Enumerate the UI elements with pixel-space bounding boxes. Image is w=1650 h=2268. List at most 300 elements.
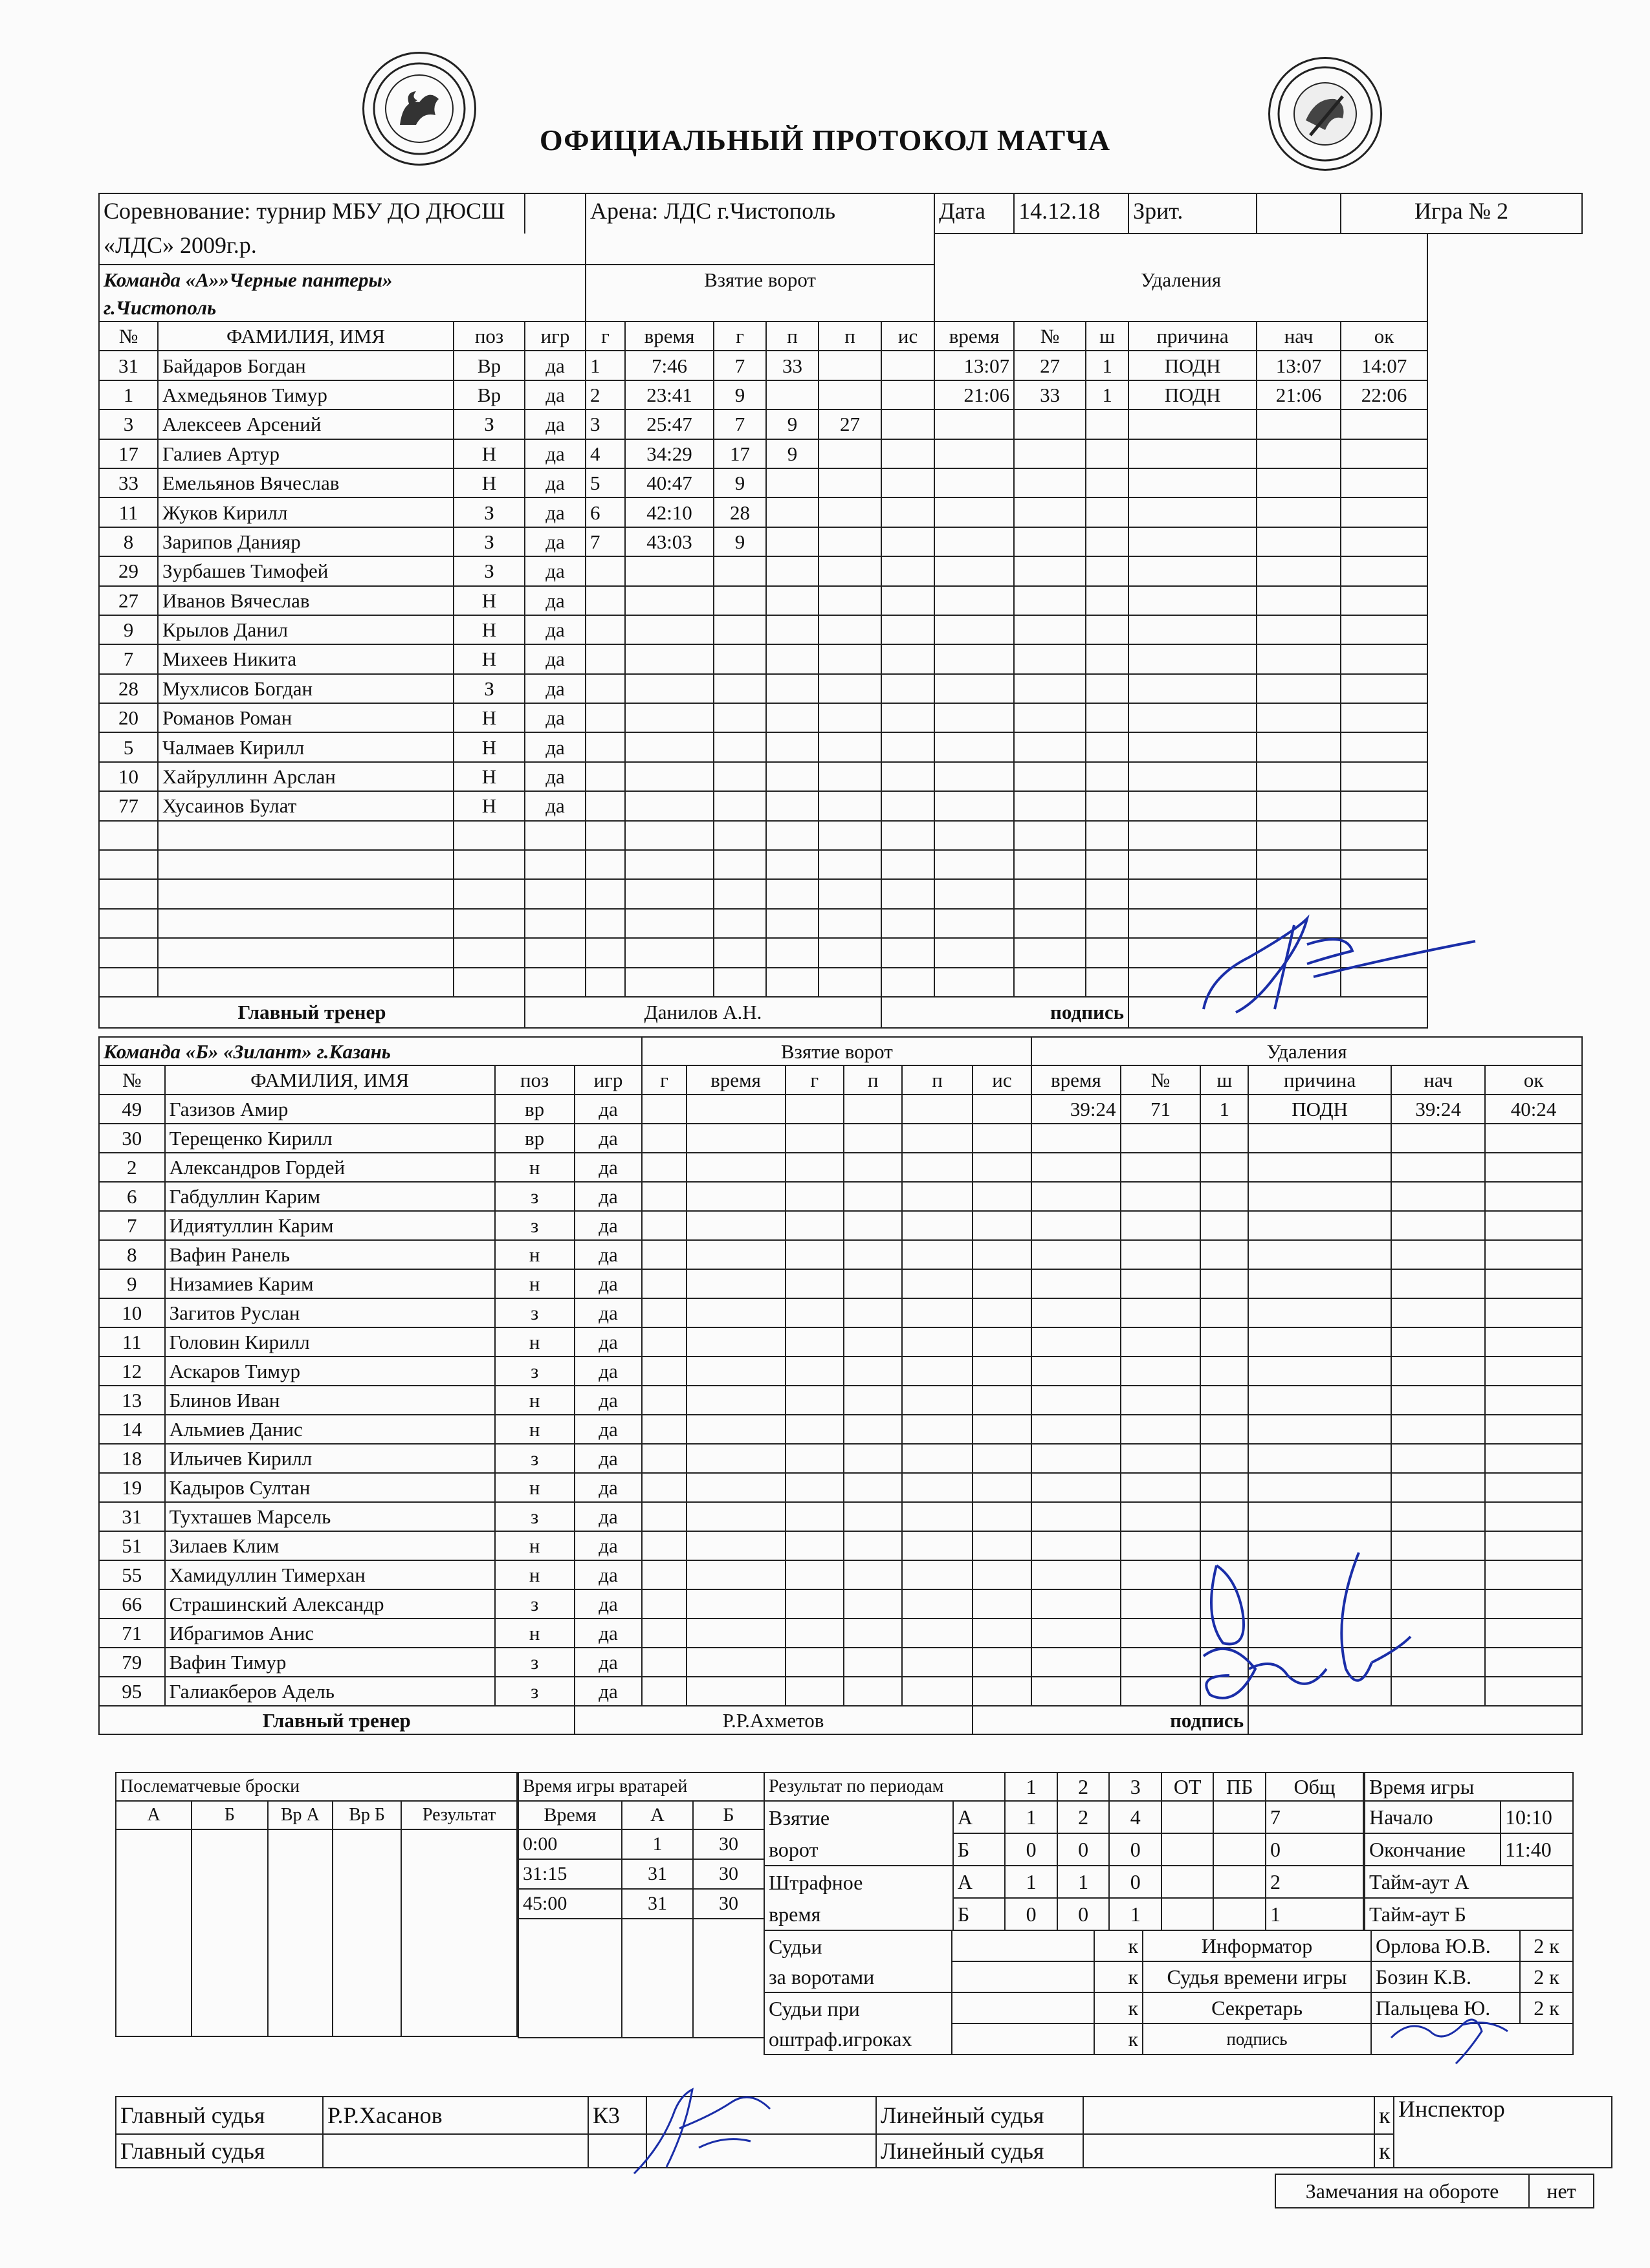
player-position: З bbox=[454, 674, 525, 703]
team-a-title: Команда «А»»Черные пантеры» bbox=[99, 265, 586, 294]
player-played: да bbox=[525, 762, 586, 791]
goal-cell bbox=[586, 850, 625, 879]
player-number: 17 bbox=[99, 439, 158, 468]
player-name: Ахмедьянов Тимур bbox=[158, 380, 454, 409]
penalty-cell bbox=[1248, 1269, 1391, 1298]
penalty-cell bbox=[1128, 674, 1257, 703]
goal-cell bbox=[687, 1473, 786, 1502]
penalty-cell bbox=[1031, 1648, 1120, 1677]
end-value: 11:40 bbox=[1501, 1833, 1573, 1866]
goal-cell bbox=[586, 556, 625, 585]
penalty-cell bbox=[1485, 1473, 1582, 1502]
period-row-label: Взятие bbox=[764, 1801, 953, 1833]
col-penalty-4: нач bbox=[1257, 322, 1341, 351]
player-name: Ибрагимов Анис bbox=[165, 1619, 495, 1648]
penalty-cell: 22:06 bbox=[1341, 380, 1427, 409]
penalty-cell bbox=[1086, 968, 1128, 997]
goal-judges-2: за воротами bbox=[764, 1961, 952, 1992]
goal-cell bbox=[786, 1473, 844, 1502]
player-position: вр bbox=[495, 1095, 575, 1124]
goal-cell: 1 bbox=[586, 351, 625, 380]
goal-cell bbox=[766, 468, 819, 497]
player-played: да bbox=[525, 556, 586, 585]
penalty-cell bbox=[1257, 674, 1341, 703]
player-position: Н bbox=[454, 644, 525, 673]
timekeeper-cat: 2 к bbox=[1520, 1961, 1573, 1992]
team-a-coach-label: Главный тренер bbox=[99, 997, 525, 1028]
goal-cell bbox=[714, 879, 766, 908]
player-position: Н bbox=[454, 586, 525, 615]
player-name: Ильичев Кирилл bbox=[165, 1444, 495, 1473]
penalty-cell bbox=[1257, 732, 1341, 761]
col-penalty-2: ш bbox=[1200, 1065, 1248, 1095]
player-number: 20 bbox=[99, 703, 158, 732]
penalty-cell bbox=[1391, 1502, 1485, 1531]
goal-cell: 7 bbox=[714, 351, 766, 380]
penalty-cell: 40:24 bbox=[1485, 1095, 1582, 1124]
penalty-cell bbox=[1248, 1357, 1391, 1386]
penalty-cell bbox=[1086, 556, 1128, 585]
goal-cell bbox=[586, 644, 625, 673]
player-played: да bbox=[575, 1386, 643, 1415]
player-played: да bbox=[575, 1124, 643, 1153]
goal-cell bbox=[714, 968, 766, 997]
penalty-cell bbox=[1248, 1182, 1391, 1211]
penalty-cell bbox=[1014, 439, 1086, 468]
goal-cell bbox=[881, 586, 934, 615]
goal-cell bbox=[844, 1502, 902, 1531]
penalty-cell bbox=[1485, 1444, 1582, 1473]
player-position: н bbox=[495, 1560, 575, 1589]
goal-cell bbox=[786, 1095, 844, 1124]
penalty-cell bbox=[1485, 1124, 1582, 1153]
goal-cell bbox=[687, 1648, 786, 1677]
player-played: да bbox=[525, 380, 586, 409]
player-number: 2 bbox=[99, 1153, 165, 1182]
goal-cell: 5 bbox=[586, 468, 625, 497]
period-value: 1 bbox=[1109, 1898, 1161, 1930]
goal-cell: 34:29 bbox=[625, 439, 714, 468]
player-number: 8 bbox=[99, 1240, 165, 1269]
penalty-cell bbox=[1121, 1182, 1201, 1211]
player-position: н bbox=[495, 1386, 575, 1415]
goal-cell bbox=[902, 1153, 972, 1182]
period-value: 7 bbox=[1266, 1801, 1363, 1833]
goal-cell bbox=[586, 909, 625, 938]
penalty-cell bbox=[1121, 1269, 1201, 1298]
player-played: да bbox=[525, 586, 586, 615]
player-name: Зурбашев Тимофей bbox=[158, 556, 454, 585]
goal-cell bbox=[714, 644, 766, 673]
goal-cell bbox=[642, 1473, 686, 1502]
goal-cell bbox=[881, 380, 934, 409]
penalty-cell bbox=[1128, 850, 1257, 879]
goal-cell bbox=[786, 1415, 844, 1444]
goal-cell bbox=[687, 1560, 786, 1589]
col-name: ФАМИЛИЯ, ИМЯ bbox=[158, 322, 454, 351]
penalty-cell bbox=[1014, 703, 1086, 732]
goal-cell bbox=[625, 791, 714, 820]
goal-cell bbox=[786, 1327, 844, 1357]
table-row bbox=[99, 879, 1582, 908]
penalty-cell bbox=[1014, 674, 1086, 703]
goal-cell bbox=[819, 703, 881, 732]
goal-cell bbox=[766, 703, 819, 732]
penalty-cell bbox=[1485, 1619, 1582, 1648]
penalty-cell bbox=[1031, 1240, 1120, 1269]
penalty-cell bbox=[1248, 1444, 1391, 1473]
sign-label-officials: подпись bbox=[1143, 2023, 1371, 2055]
penalty-cell bbox=[1391, 1298, 1485, 1327]
goal-cell bbox=[881, 644, 934, 673]
goal-cell bbox=[881, 497, 934, 527]
player-name: Вафин Тимур bbox=[165, 1648, 495, 1677]
secretary-name: Пальцева Ю. bbox=[1371, 1992, 1520, 2023]
penalty-cell: 39:24 bbox=[1391, 1095, 1485, 1124]
penalty-cell bbox=[1014, 762, 1086, 791]
goal-cell bbox=[642, 1531, 686, 1560]
table-row bbox=[99, 1386, 1582, 1415]
goal-cell bbox=[902, 1269, 972, 1298]
goal-cell bbox=[687, 1095, 786, 1124]
penalty-cell bbox=[1031, 1444, 1120, 1473]
goal-cell bbox=[766, 909, 819, 938]
column-header-row bbox=[99, 1065, 1582, 1095]
penalty-cell: 14:07 bbox=[1341, 351, 1427, 380]
table-row bbox=[99, 644, 1582, 673]
goal-cell bbox=[902, 1240, 972, 1269]
penalty-cell bbox=[1086, 821, 1128, 850]
penalty-cell bbox=[1341, 850, 1427, 879]
goal-cell bbox=[881, 468, 934, 497]
goal-cell: 7 bbox=[714, 409, 766, 439]
penalty-cell bbox=[1391, 1357, 1485, 1386]
penalty-cell bbox=[1257, 586, 1341, 615]
player-number: 77 bbox=[99, 791, 158, 820]
goalie-time: 45:00 bbox=[518, 1889, 622, 1919]
penalty-cell bbox=[1086, 409, 1128, 439]
goal-cell bbox=[714, 556, 766, 585]
period-value: 1 bbox=[1005, 1866, 1057, 1898]
team-b-penalties-title: Удаления bbox=[1031, 1037, 1582, 1065]
penalty-cell bbox=[1200, 1415, 1248, 1444]
penalty-cell bbox=[1248, 1473, 1391, 1502]
goal-cell bbox=[902, 1124, 972, 1153]
penalty-cell bbox=[1485, 1182, 1582, 1211]
goal-cell bbox=[687, 1502, 786, 1531]
goal-cell bbox=[642, 1560, 686, 1589]
goal-cell: 2 bbox=[586, 380, 625, 409]
player-name: Головин Кирилл bbox=[165, 1327, 495, 1357]
player-played: да bbox=[525, 409, 586, 439]
goal-cell bbox=[786, 1211, 844, 1240]
penalty-cell bbox=[1257, 879, 1341, 908]
player-number bbox=[99, 938, 158, 967]
player-played: да bbox=[575, 1677, 643, 1706]
penalty-cell bbox=[1257, 762, 1341, 791]
goal-cell bbox=[881, 439, 934, 468]
goal-cell bbox=[844, 1473, 902, 1502]
col-goal-3: п bbox=[766, 322, 819, 351]
goal-cell bbox=[786, 1153, 844, 1182]
penalty-cell bbox=[1257, 791, 1341, 820]
penalty-cell bbox=[1485, 1648, 1582, 1677]
period-col-so: ПБ bbox=[1213, 1772, 1266, 1801]
table-row bbox=[99, 497, 1582, 527]
penalty-cell bbox=[1248, 1502, 1391, 1531]
penalty-cell bbox=[1086, 850, 1128, 879]
penalty-cell bbox=[1485, 1327, 1582, 1357]
player-played: да bbox=[525, 527, 586, 556]
player-name: Габдуллин Карим bbox=[165, 1182, 495, 1211]
goal-cell bbox=[819, 762, 881, 791]
table-row bbox=[99, 674, 1582, 703]
col-goal-0: г bbox=[586, 322, 625, 351]
date-value: 14.12.18 bbox=[1014, 193, 1128, 234]
signature-referee bbox=[621, 2070, 802, 2186]
period-value bbox=[1213, 1801, 1266, 1833]
period-row-label: время bbox=[764, 1898, 953, 1930]
col-penalty-2: ш bbox=[1086, 322, 1128, 351]
penalty-cell bbox=[1391, 1153, 1485, 1182]
col-position: поз bbox=[495, 1065, 575, 1095]
penalty-cell bbox=[1014, 497, 1086, 527]
start-label: Начало bbox=[1365, 1801, 1501, 1833]
goal-cell bbox=[687, 1269, 786, 1298]
penalty-cell bbox=[1014, 556, 1086, 585]
period-value: 4 bbox=[1109, 1801, 1161, 1833]
col-number: № bbox=[99, 322, 158, 351]
goal-cell bbox=[973, 1502, 1032, 1531]
goal-cell bbox=[881, 703, 934, 732]
goalie-row bbox=[518, 1859, 764, 1889]
penalty-cell bbox=[1014, 909, 1086, 938]
goal-cell bbox=[687, 1589, 786, 1619]
goal-cell bbox=[687, 1444, 786, 1473]
player-played bbox=[525, 821, 586, 850]
penalty-cell bbox=[1341, 762, 1427, 791]
penalty-cell bbox=[1248, 1386, 1391, 1415]
goal-cell bbox=[766, 938, 819, 967]
player-position: Н bbox=[454, 703, 525, 732]
period-value: 1 bbox=[1005, 1801, 1057, 1833]
team-b-title: Команда «Б» «Зилант» г.Казань bbox=[99, 1037, 642, 1065]
penalty-cell bbox=[1128, 821, 1257, 850]
penalty-cell bbox=[1128, 556, 1257, 585]
col-penalty-3: причина bbox=[1248, 1065, 1391, 1095]
penalty-cell bbox=[1485, 1531, 1582, 1560]
goal-cell bbox=[881, 556, 934, 585]
goal-cell bbox=[786, 1269, 844, 1298]
goal-cell bbox=[766, 615, 819, 644]
goal-cell bbox=[973, 1560, 1032, 1589]
penalty-cell bbox=[934, 468, 1014, 497]
goal-cell: 4 bbox=[586, 439, 625, 468]
goal-cell bbox=[819, 909, 881, 938]
player-number: 10 bbox=[99, 762, 158, 791]
penalty-cell bbox=[1391, 1182, 1485, 1211]
col-goal-0: г bbox=[642, 1065, 686, 1095]
col-goal-5: ис bbox=[973, 1065, 1032, 1095]
shootout-title: Послематчевые броски bbox=[116, 1772, 517, 1801]
goal-cell bbox=[844, 1386, 902, 1415]
period-value: 0 bbox=[1109, 1833, 1161, 1866]
player-position: н bbox=[495, 1415, 575, 1444]
goal-cell bbox=[642, 1589, 686, 1619]
goal-cell bbox=[766, 380, 819, 409]
penalty-cell bbox=[1485, 1560, 1582, 1589]
player-played: да bbox=[575, 1153, 643, 1182]
goal-cell bbox=[973, 1327, 1032, 1357]
table-row bbox=[99, 351, 1582, 380]
penalty-cell bbox=[1086, 879, 1128, 908]
col-penalty-0: время bbox=[1031, 1065, 1120, 1095]
penalty-cell bbox=[1014, 468, 1086, 497]
player-name: Кадыров Султан bbox=[165, 1473, 495, 1502]
penalty-cell bbox=[1031, 1269, 1120, 1298]
goal-cell bbox=[902, 1648, 972, 1677]
timeout-b: Тайм-аут Б bbox=[1365, 1898, 1573, 1930]
goal-cell bbox=[586, 586, 625, 615]
penalty-cell bbox=[1014, 938, 1086, 967]
goal-cell bbox=[625, 909, 714, 938]
goal-cell bbox=[819, 938, 881, 967]
player-number: 14 bbox=[99, 1415, 165, 1444]
col-goal-4: п bbox=[902, 1065, 972, 1095]
goal-cell bbox=[973, 1269, 1032, 1298]
goal-cell bbox=[819, 351, 881, 380]
player-number: 51 bbox=[99, 1531, 165, 1560]
player-name: Романов Роман bbox=[158, 703, 454, 732]
penalty-cell bbox=[1391, 1327, 1485, 1357]
goalie-col-time: Время bbox=[518, 1801, 622, 1829]
main-referee-1-label: Главный судья bbox=[116, 2097, 323, 2134]
penalty-cell bbox=[1031, 1589, 1120, 1619]
goal-cell bbox=[844, 1619, 902, 1648]
col-goal-1: время bbox=[625, 322, 714, 351]
penalty-cell bbox=[1200, 1357, 1248, 1386]
player-number: 28 bbox=[99, 674, 158, 703]
team-a-goals-title: Взятие ворот bbox=[586, 265, 934, 294]
periods-title: Результат по периодам bbox=[764, 1772, 1005, 1801]
period-value bbox=[1213, 1866, 1266, 1898]
player-number: 12 bbox=[99, 1357, 165, 1386]
table-row bbox=[99, 1298, 1582, 1327]
goal-cell bbox=[881, 968, 934, 997]
period-row-label: ворот bbox=[764, 1833, 953, 1866]
penalty-cell bbox=[1014, 791, 1086, 820]
team-a-city: г.Чистополь bbox=[99, 294, 586, 322]
penalty-cell bbox=[1121, 1386, 1201, 1415]
goal-cell bbox=[844, 1124, 902, 1153]
penalty-cell bbox=[1257, 821, 1341, 850]
player-position: Н bbox=[454, 468, 525, 497]
goal-cell bbox=[881, 351, 934, 380]
player-name: Жуков Кирилл bbox=[158, 497, 454, 527]
goal-cell bbox=[902, 1415, 972, 1444]
player-number bbox=[99, 968, 158, 997]
period-value bbox=[1161, 1801, 1214, 1833]
player-name: Иванов Вячеслав bbox=[158, 586, 454, 615]
goal-cell bbox=[844, 1240, 902, 1269]
goal-judges-1: Судьи bbox=[764, 1930, 952, 1961]
goal-cell bbox=[586, 968, 625, 997]
penalty-cell: ПОДН bbox=[1128, 351, 1257, 380]
player-number: 18 bbox=[99, 1444, 165, 1473]
goal-cell bbox=[586, 938, 625, 967]
period-value: 0 bbox=[1005, 1833, 1057, 1866]
goal-cell bbox=[973, 1677, 1032, 1706]
table-row bbox=[99, 1095, 1582, 1124]
goal-cell bbox=[687, 1211, 786, 1240]
penalty-cell bbox=[934, 439, 1014, 468]
penalty-cell: ПОДН bbox=[1128, 380, 1257, 409]
player-name: Страшинский Александр bbox=[165, 1589, 495, 1619]
goal-cell bbox=[714, 791, 766, 820]
goal-cell bbox=[586, 615, 625, 644]
col-goal-5: ис bbox=[881, 322, 934, 351]
goal-cell bbox=[973, 1386, 1032, 1415]
player-number: 55 bbox=[99, 1560, 165, 1589]
goal-cell bbox=[586, 674, 625, 703]
goal-cell bbox=[902, 1211, 972, 1240]
player-number: 71 bbox=[99, 1619, 165, 1648]
penalty-cell bbox=[934, 850, 1014, 879]
penalty-cell bbox=[1014, 527, 1086, 556]
goal-cell bbox=[642, 1298, 686, 1327]
player-played bbox=[525, 850, 586, 879]
player-position: з bbox=[495, 1298, 575, 1327]
period-team: А bbox=[953, 1801, 1006, 1833]
goal-cell bbox=[766, 674, 819, 703]
penalty-cell bbox=[1031, 1327, 1120, 1357]
timekeeper-name: Бозин К.В. bbox=[1371, 1961, 1520, 1992]
player-position: З bbox=[454, 556, 525, 585]
player-number: 11 bbox=[99, 1327, 165, 1357]
penalty-cell: 13:07 bbox=[934, 351, 1014, 380]
k-3: к bbox=[1094, 1992, 1143, 2023]
goal-cell bbox=[766, 732, 819, 761]
penalty-cell: 13:07 bbox=[1257, 351, 1341, 380]
goal-cell bbox=[625, 968, 714, 997]
player-name: Хусаинов Булат bbox=[158, 791, 454, 820]
col-goal-1: время bbox=[687, 1065, 786, 1095]
player-number: 1 bbox=[99, 380, 158, 409]
penalty-cell bbox=[934, 556, 1014, 585]
period-col-3: 3 bbox=[1109, 1772, 1161, 1801]
player-name: Алексеев Арсений bbox=[158, 409, 454, 439]
goal-cell bbox=[786, 1677, 844, 1706]
penalty-cell bbox=[1200, 1269, 1248, 1298]
goal-cell bbox=[844, 1677, 902, 1706]
penalty-cell bbox=[934, 615, 1014, 644]
player-played bbox=[525, 879, 586, 908]
goalie-time: 31:15 bbox=[518, 1859, 622, 1889]
penalty-cell bbox=[1200, 1182, 1248, 1211]
penalty-cell bbox=[1121, 1415, 1201, 1444]
table-row bbox=[99, 1153, 1582, 1182]
period-value: 1 bbox=[1057, 1866, 1110, 1898]
table-row bbox=[99, 527, 1582, 556]
goal-cell bbox=[902, 1531, 972, 1560]
player-played: да bbox=[575, 1415, 643, 1444]
col-number: № bbox=[99, 1065, 165, 1095]
player-name: Терещенко Кирилл bbox=[165, 1124, 495, 1153]
goal-cell bbox=[819, 644, 881, 673]
penalty-cell bbox=[1485, 1589, 1582, 1619]
goal-cell bbox=[625, 821, 714, 850]
goal-cell bbox=[881, 821, 934, 850]
